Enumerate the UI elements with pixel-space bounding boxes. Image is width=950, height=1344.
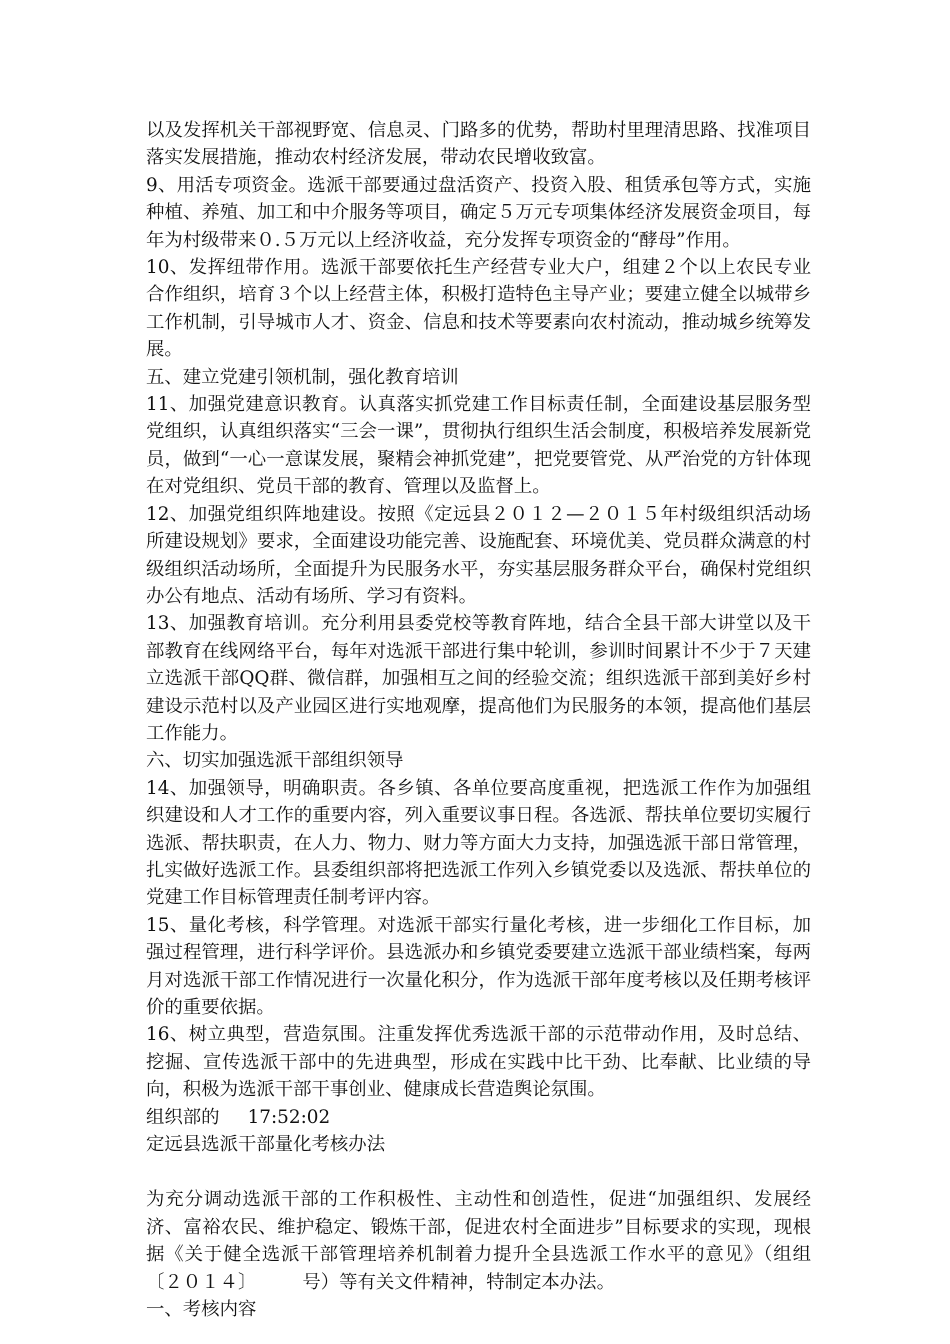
intro-paragraph: 为充分调动选派干部的工作积极性、主动性和创造性，促进“加强组织、发展经济、富裕农民、维护稳定、锻炼干部，促进农村全面进步”目标要求的实现，现根据《关于健全选派干部管理培养机制着力提升全县选派工作水平的意见》（组组〔２０１４〕 号）等有关文件精神，特制定本办法。 — [146, 1189, 811, 1293]
section-heading-6: 六、切实加强选派干部组织领导 — [146, 750, 404, 772]
section-heading-5: 五、建立党建引领机制，强化教育培训 — [146, 366, 459, 388]
paragraph-item-14: 14、加强领导，明确职责。各乡镇、各单位要高度重视，把选派工作作为加强组织建设和人才工作的重要内容，列入重要议事日程。各选派、帮扶单位要切实履行选派、帮扶职责，在人力、物力、财力等方面大力支持，加强选派干部日常管理，扎实做好选派工作。县委组织部将把选派工作列入乡镇党委以及选派、帮扶单位的党建工作目标管理责任制考评内容。 — [146, 777, 811, 909]
section-heading-1: 一、考核内容 — [146, 1299, 257, 1321]
signature-line — [146, 1104, 811, 1131]
paragraph-item-10: 10、发挥纽带作用。选派干部要依托生产经营专业大户，组建２个以上农民专业合作组织，培育３个以上经营主体，积极打造特色主导产业；要建立健全以城带乡工作机制，引导城市人才、资金、信息和技术等要素向农村流动，推动城乡统筹发展。 — [146, 257, 811, 361]
paragraph-item-13: 13、加强教育培训。充分利用县委党校等教育阵地，结合全县干部大讲堂以及干部教育在线网络平台，每年对选派干部进行集中轮训，参训时间累计不少于７天建立选派干部QQ群、微信群，加强相互之间的经验交流；组织选派干部到美好乡村建设示范村以及产业园区进行实地观摩，提高他们为民服务的本领，提高他们基层工作能力。 — [146, 613, 811, 744]
document-page — [146, 117, 811, 1323]
paragraph-item-15: 15、量化考核，科学管理。对选派干部实行量化考核，进一步细化工作目标，加强过程管理，进行科学评价。县选派办和乡镇党委要建立选派干部业绩档案，每两月对选派干部工作情况进行一次量化积分，作为选派干部年度考核以及任期考核评价的重要依据。 — [146, 914, 811, 1018]
paragraph-continuation: 以及发挥机关干部视野宽、信息灵、门路多的优势，帮助村里理清思路、找准项目落实发展措施，推动农村经济发展，带动农民增收致富。 — [146, 120, 811, 169]
signature-time: 17:52:02 — [247, 1106, 331, 1128]
signature-org: 组织部的 — [146, 1106, 220, 1128]
paragraph-item-9: 9、用活专项资金。选派干部要通过盘活资产、投资入股、租赁承包等方式，实施种植、养殖、加工和中介服务等项目，确定５万元专项集体经济发展资金项目，每年为村级带来０.５万元以上经济收益，充分发挥专项资金的“酵母”作用。 — [146, 174, 811, 251]
document-title: 定远县选派干部量化考核办法 — [146, 1134, 386, 1156]
paragraph-item-11: 11、加强党建意识教育。认真落实抓党建工作目标责任制，全面建设基层服务型党组织，认真组织落实“三会一课”，贯彻执行组织生活会制度，积极培养发展新党员，做到“一心一意谋发展，聚精会神抓党建”，把党要管党、从严治党的方针体现在对党组织、党员干部的教育、管理以及监督上。 — [146, 394, 811, 498]
paragraph-item-16: 16、树立典型，营造氛围。注重发挥优秀选派干部的示范带动作用，及时总结、挖掘、宣传选派干部中的先进典型，形成在实践中比干劲、比奉献、比业绩的导向，积极为选派干部干事创业、健康成长营造舆论氛围。 — [146, 1024, 811, 1101]
paragraph-item-12: 12、加强党组织阵地建设。按照《定远县２０１２—２０１５年村级组织活动场所建设规划》要求，全面建设功能完善、设施配套、环境优美、党员群众满意的村级组织活动场所，全面提升为民服务水平，夯实基层服务群众平台，确保村党组织办公有地点、活动有场所、学习有资料。 — [146, 503, 811, 607]
blank-line — [146, 1158, 811, 1186]
